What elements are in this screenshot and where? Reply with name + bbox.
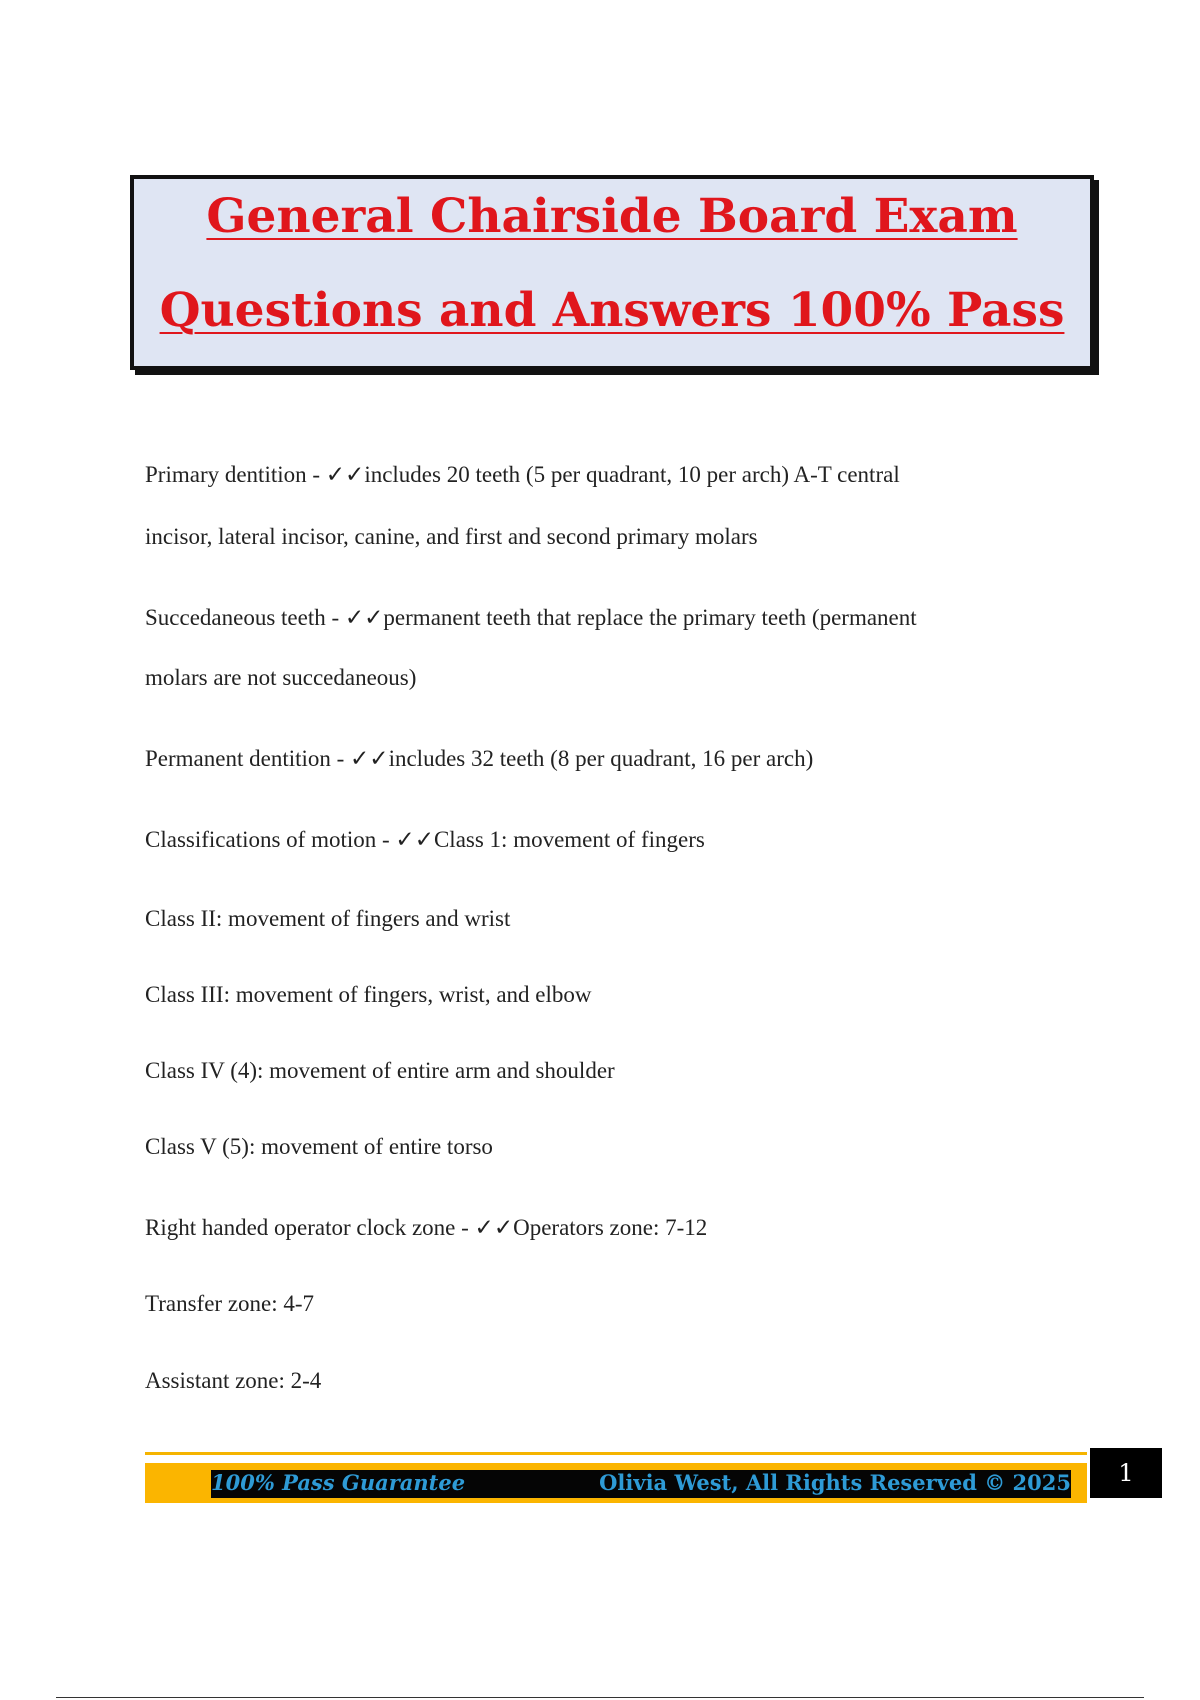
page-number: 1 (1090, 1448, 1162, 1498)
paragraph-succedaneous-line-2: molars are not succedaneous) (145, 665, 417, 690)
paragraph-succedaneous-line-1: Succedaneous teeth - ✓✓permanent teeth that replace the primary teeth (permanent (145, 605, 917, 630)
footer-guarantee-text: 100% Pass Guarantee (211, 1470, 466, 1495)
page-footer (145, 1452, 1087, 1504)
document-title-line-1: General Chairside Board Exam (206, 189, 1018, 244)
paragraph-class-iv: Class IV (4): movement of entire arm and shoulder (145, 1058, 615, 1083)
paragraph-class-v: Class V (5): movement of entire torso (145, 1134, 493, 1159)
bottom-divider (56, 1697, 1144, 1698)
paragraph-primary-dentition-line-1: Primary dentition - ✓✓includes 20 teeth (5 per quadrant, 10 per arch) A-T central (145, 462, 900, 487)
paragraph-transfer-zone: Transfer zone: 4-7 (145, 1291, 315, 1316)
paragraph-classifications-of-motion: Classifications of motion - ✓✓Class 1: movement of fingers (145, 827, 705, 852)
footer-rule (145, 1452, 1087, 1455)
paragraph-clock-zone: Right handed operator clock zone - ✓✓Operators zone: 7-12 (145, 1215, 708, 1240)
paragraph-primary-dentition-line-2: incisor, lateral incisor, canine, and first and second primary molars (145, 524, 758, 549)
paragraph-class-iii: Class III: movement of fingers, wrist, and elbow (145, 982, 592, 1007)
paragraph-assistant-zone: Assistant zone: 2-4 (145, 1368, 322, 1393)
title-box (130, 175, 1094, 370)
document-title-line-2: Questions and Answers 100% Pass (159, 283, 1065, 338)
footer-copyright-text: Olivia West, All Rights Reserved © 2025 (599, 1470, 1071, 1495)
paragraph-class-ii: Class II: movement of fingers and wrist (145, 906, 511, 931)
paragraph-permanent-dentition: Permanent dentition - ✓✓includes 32 teeth (8 per quadrant, 16 per arch) (145, 746, 814, 771)
